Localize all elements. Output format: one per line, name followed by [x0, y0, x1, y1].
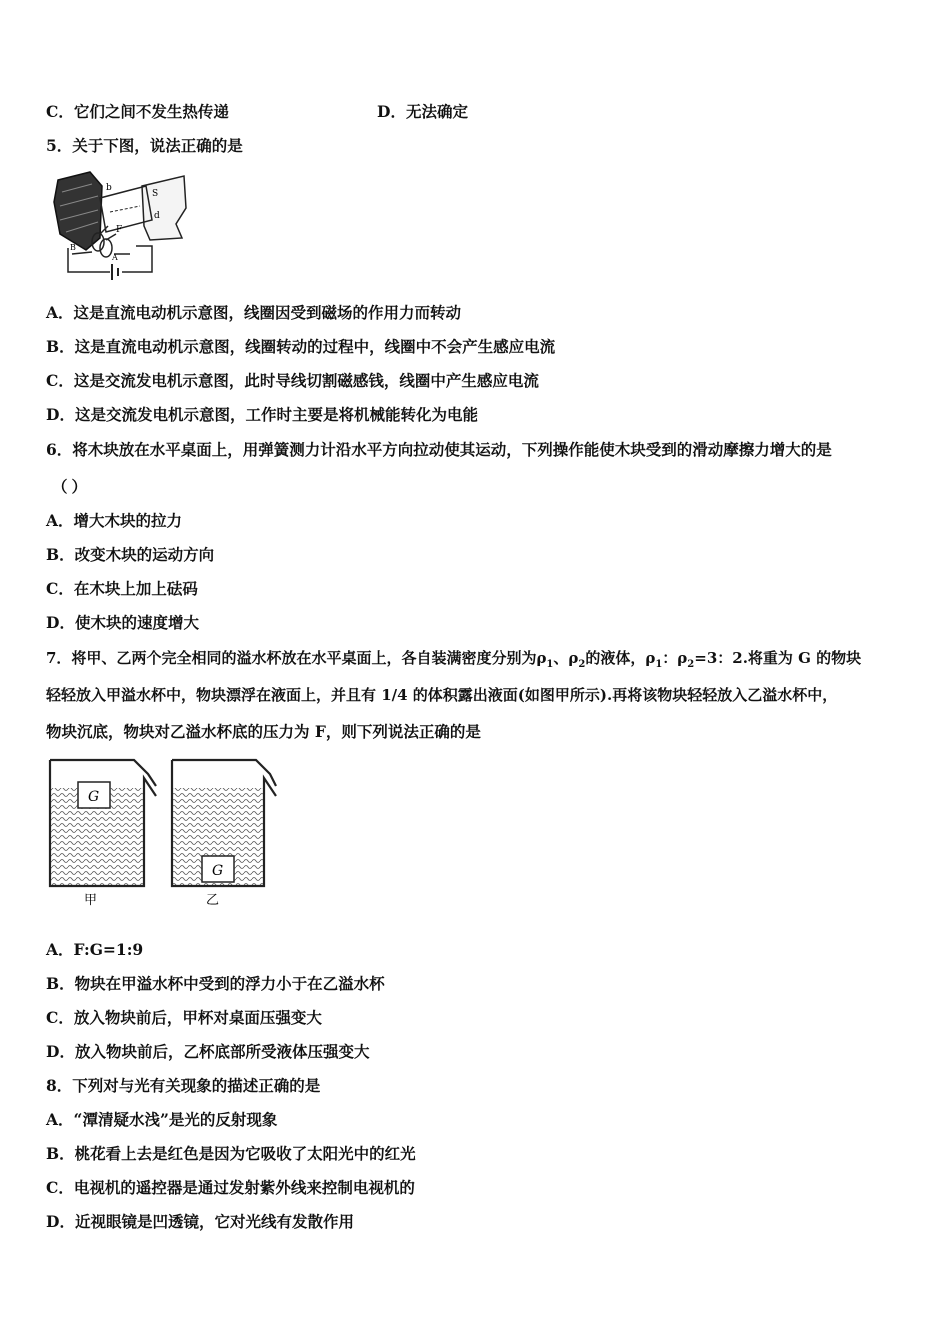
- q4-options-row: [46, 102, 468, 122]
- q8-option-c: C．电视机的遥控器是通过发射紫外线来控制电视机的: [46, 1178, 415, 1197]
- q7-option-d: D．放入物块前后，乙杯底部所受液体压强变大: [46, 1042, 370, 1061]
- overflow-cups-figure: [44, 756, 280, 914]
- q7-stem-line3: 物块沉底，物块对乙溢水杯底的压力为 F，则下列说法正确的是: [46, 722, 481, 741]
- q5-option-c: C．这是交流发电机示意图，此时导线切割磁感钱，线圈中产生感应电流: [46, 371, 539, 390]
- q4-option-d: D．无法确定: [377, 102, 468, 121]
- q5-option-a: A．这是直流电动机示意图，线圈因受到磁场的作用力而转动: [46, 303, 462, 322]
- q7-option-c: C．放入物块前后，甲杯对桌面压强变大: [46, 1008, 322, 1027]
- motor-generator-figure: [50, 168, 195, 280]
- label-bb: B: [70, 243, 76, 252]
- label-s: S: [152, 189, 159, 199]
- q6-option-a: A．增大木块的拉力: [46, 511, 183, 530]
- field-line: [110, 206, 140, 212]
- q5-option-d: D．这是交流发电机示意图，工作时主要是将机械能转化为电能: [46, 405, 478, 424]
- q6-option-c: C．在木块上加上砝码: [46, 579, 198, 598]
- battery-symbol: [112, 264, 118, 280]
- label-b: b: [106, 183, 112, 193]
- caption-yi: 乙: [206, 893, 220, 908]
- q8-option-a: A．“潭清疑水浅”是光的反射现象: [46, 1110, 278, 1129]
- q4-option-c: C．它们之间不发生热传递: [46, 102, 229, 121]
- q7-stem-line1: 7．将甲、乙两个完全相同的溢水杯放在水平桌面上，各自装满密度分别为$\rho_1$、$\rho_2$的液体，$\rho_1$：$\rho_2=3$：2.将重为 G 的物块: [46, 649, 862, 670]
- q5-option-b: B．这是直流电动机示意图，线圈转动的过程中，线圈中不会产生感应电流: [46, 337, 556, 356]
- q6-stem: 6．将木块放在水平桌面上，用弹簧测力计沿水平方向拉动使其运动，下列操作能使木块受到的滑动摩擦力增大的是: [46, 440, 832, 459]
- q8-option-b: B．桃花看上去是红色是因为它吸收了太阳光中的红光: [46, 1144, 416, 1163]
- q5-stem: 5．关于下图，说法正确的是: [46, 136, 243, 155]
- label-f: F: [116, 225, 123, 235]
- q7-option-b: B．物块在甲溢水杯中受到的浮力小于在乙溢水杯: [46, 974, 385, 993]
- cup-jia: [50, 760, 156, 908]
- caption-jia: 甲: [84, 893, 98, 908]
- q8-option-d: D．近视眼镜是凹透镜，它对光线有发散作用: [46, 1212, 354, 1231]
- block-label: G: [88, 789, 100, 805]
- q6-option-b: B．改变木块的运动方向: [46, 545, 215, 564]
- q7-stem-line2: 轻轻放入甲溢水杯中，物块漂浮在液面上，并且有 1/4 的体积露出液面(如图甲所示).再将该物块轻轻放入乙溢水杯中，: [46, 686, 838, 704]
- q6-option-d: D．使木块的速度增大: [46, 613, 199, 632]
- label-d: d: [154, 211, 160, 221]
- label-a: A: [112, 253, 118, 262]
- q6-answer-paren: （）: [52, 477, 92, 496]
- q8-stem: 8．下列对与光有关现象的描述正确的是: [46, 1076, 321, 1095]
- q7-option-a: A．F:G=1:9: [46, 940, 144, 959]
- magnet-south-pole: [142, 176, 186, 240]
- cup-yi: [172, 760, 276, 908]
- block-label: G: [212, 863, 224, 879]
- circuit-wire: [68, 246, 152, 272]
